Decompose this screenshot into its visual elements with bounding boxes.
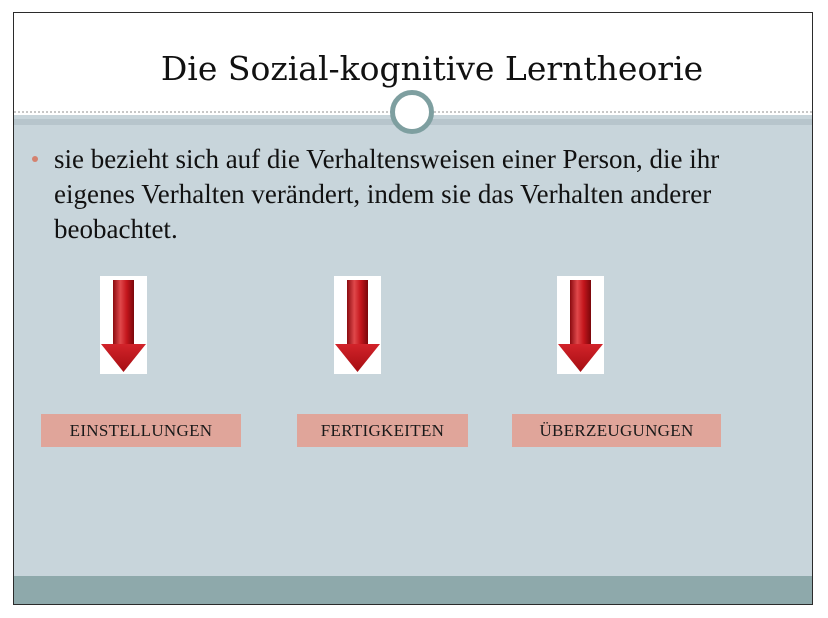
bullet-item xyxy=(32,142,792,247)
down-arrow-icon xyxy=(557,276,604,374)
arrow-einstellungen xyxy=(100,276,147,374)
footer-bar xyxy=(14,576,812,604)
label-ueberzeugungen: ÜBERZEUGUNGEN xyxy=(512,414,721,447)
arrow-fertigkeiten xyxy=(334,276,381,374)
slide xyxy=(13,12,813,605)
arrow-ueberzeugungen xyxy=(557,276,604,374)
down-arrow-icon xyxy=(334,276,381,374)
label-einstellungen: EINSTELLUNGEN xyxy=(41,414,241,447)
label-fertigkeiten: FERTIGKEITEN xyxy=(297,414,468,447)
bullet-text: sie bezieht sich auf die Verhaltensweisen einer Person, die ihr eigenes Verhalten verändert, indem sie das Verhalten anderer beobachtet. xyxy=(54,144,720,244)
bullet-dot-icon xyxy=(32,156,38,162)
slide-title: Die Sozial-kognitive Lerntheorie xyxy=(160,49,704,88)
ring-ornament xyxy=(390,90,434,134)
down-arrow-icon xyxy=(100,276,147,374)
